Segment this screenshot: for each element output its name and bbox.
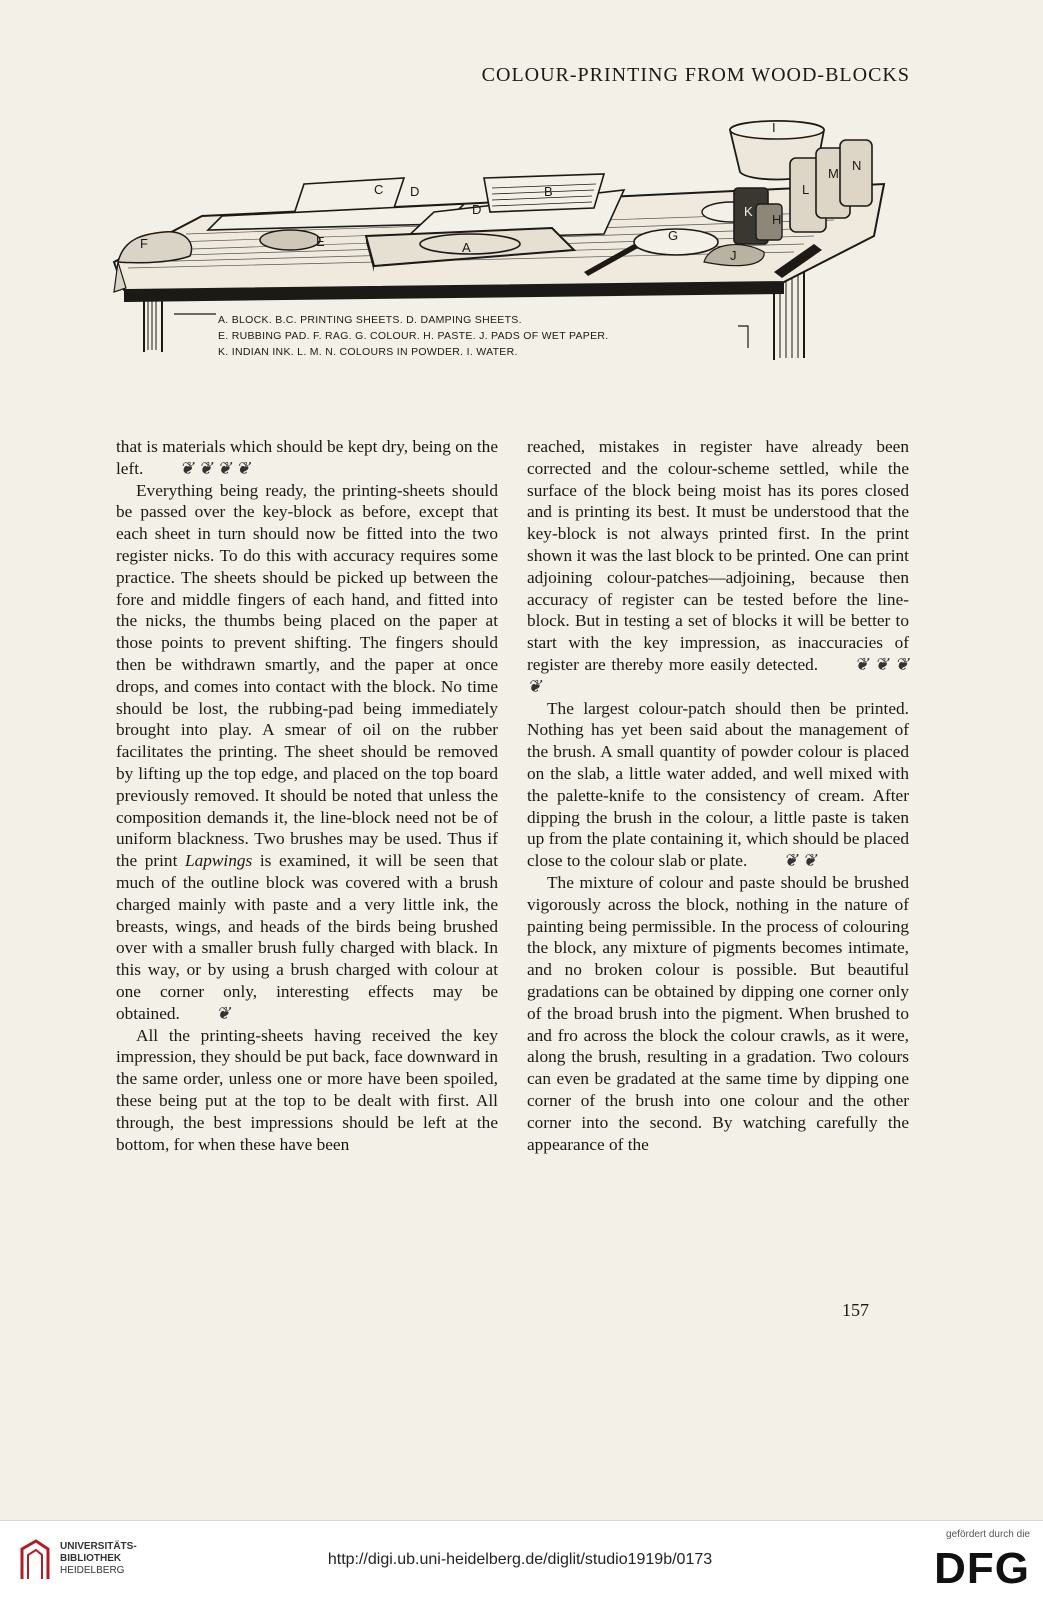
figure-label: C	[374, 182, 384, 197]
paragraph-text: that is materials which should be kept dry, being on the left.	[116, 437, 498, 478]
page-number: 157	[842, 1300, 869, 1320]
right-column	[527, 436, 909, 1155]
ornament: ❦	[215, 1003, 231, 1023]
paragraph-text: The mixture of colour and paste should be brushed vigorously across the block, nothing in the nature of painting being permissible. In the process of colouring the block, any mixture of pigments becomes intimate, and no broken colour is possible. But beautiful gradations can be obtained by dipping one corner only of the broad brush into the pigment. When brushed to and fro across the block the colour crawls, as it were, along the brush, resulting in a gradation. Two colours can even be gradated at the same time by dipping one corner of the brush into one colour and the other corner into the second. By watching carefully the appearance of the	[527, 872, 909, 1154]
ornament: ❦ ❦	[783, 851, 817, 871]
library-name-line: BIBLIOTHEK	[60, 1553, 122, 1564]
library-logo-icon	[18, 1539, 52, 1583]
paragraph-text: All the printing-sheets having received the key impression, they should be put back, face downward in the same order, unless one or more have been spoiled, these being put at the top to be dealt with first. All through, the best impressions should be left at the bottom, for when these have been	[116, 1025, 498, 1154]
powder-jar-n	[840, 140, 872, 206]
figure-label: B	[544, 184, 553, 199]
paragraph	[116, 436, 498, 480]
left-column	[116, 436, 498, 1155]
ornament: ❦ ❦ ❦ ❦	[527, 654, 909, 696]
running-title: COLOUR-PRINTING FROM WOOD-BLOCKS	[481, 64, 910, 86]
figure-label: J	[730, 248, 737, 263]
figure-label: M	[828, 166, 839, 181]
paragraph-text: Everything being ready, the printing-sheets should be passed over the key-block as before, except that each sheet in turn should now be fitted into the two register nicks. To do this with accuracy requires some practice. The sheets should be picked up between the fore and middle fingers of each hand, and fitted into the nicks, the thumbs being placed on the paper at those points to prevent shifting. The fingers should then be withdrawn smartly, and the paper at once drops, and comes into contact with the block. No time should be lost, the rubbing-pad being immediately brought into play. A smear of oil on the rubber facilitates the printing. The sheet should be removed by lifting up the top edge, and placed on the top board previously removed. It should be noted that unless the composition demands it, the line-block need not be of uniform blackness. Two brushes may be used. Thus if the print	[116, 480, 498, 871]
permalink[interactable]: http://digi.ub.uni-heidelberg.de/diglit/studio1919b/0173	[327, 1551, 713, 1568]
dfg-logo: DFG	[934, 1544, 1030, 1593]
figure-label: K	[744, 204, 753, 219]
caption-line: E. RUBBING PAD. F. RAG. G. COLOUR. H. PASTE. J. PADS OF WET PAPER.	[218, 330, 609, 342]
library-name-line: UNIVERSITÄTS-	[60, 1541, 137, 1552]
figure-label: L	[802, 182, 810, 197]
rubbing-pad-e	[260, 230, 320, 250]
figure-label: A	[462, 240, 471, 255]
paragraph	[116, 480, 498, 1025]
italic-title: Lapwings	[185, 851, 253, 871]
paragraph-text: is examined, it will be seen that much of the outline block was covered with a brush charged mainly with paste and a very little ink, the breasts, wings, and heads of the birds being brushed over with a smaller brush fully charged with black. In this way, or by using a brush charged with colour at one corner only, interesting effects may be obtained.	[116, 851, 498, 1023]
library-name	[60, 1541, 137, 1577]
ornament: ❦ ❦ ❦ ❦	[179, 458, 251, 478]
figure-label: D	[472, 202, 482, 217]
figure-label: F	[140, 236, 148, 251]
figure-label: E	[316, 234, 325, 249]
figure-label: I	[772, 120, 776, 135]
paragraph	[527, 436, 909, 698]
figure-caption	[218, 312, 738, 360]
paragraph-text: reached, mistakes in register have already been corrected and the colour-scheme settled, while the surface of the block being moist has its pores closed and is printing its best. It must be understood that the key-block is not always printed first. In the print shown it was the last block to be printed. One can print adjoining colour-patches—adjoining, because then accuracy of register can be tested before the line-block. But in testing a set of blocks it will be better to start with the key impression, as inaccuracies of register are thereby more easily detected.	[527, 437, 909, 674]
figure-label: G	[668, 228, 679, 243]
figure-label: D	[410, 184, 420, 199]
paragraph-text: The largest colour-patch should then be printed. Nothing has yet been said about the management of the brush. A small quantity of powder colour is placed on the slab, a little water added, and well mixed with the palette-knife to the consistency of cream. After dipping the brush in the colour, a little paste is taken up from the plate containing it, which should be placed close to the colour slab or plate.	[527, 698, 909, 871]
caption-line: A. BLOCK. B.C. PRINTING SHEETS. D. DAMPING SHEETS.	[218, 314, 522, 326]
figure-label: N	[852, 158, 862, 173]
paragraph	[527, 698, 909, 872]
paragraph	[527, 872, 909, 1155]
library-name-line: HEIDELBERG	[60, 1565, 125, 1576]
digitization-footer	[0, 1520, 1043, 1598]
figure-label: H	[772, 212, 782, 227]
paragraph	[116, 1025, 498, 1156]
funded-by-label: gefördert durch die	[946, 1529, 1030, 1540]
caption-line: K. INDIAN INK. L. M. N. COLOURS IN POWDER. I. WATER.	[218, 346, 518, 358]
